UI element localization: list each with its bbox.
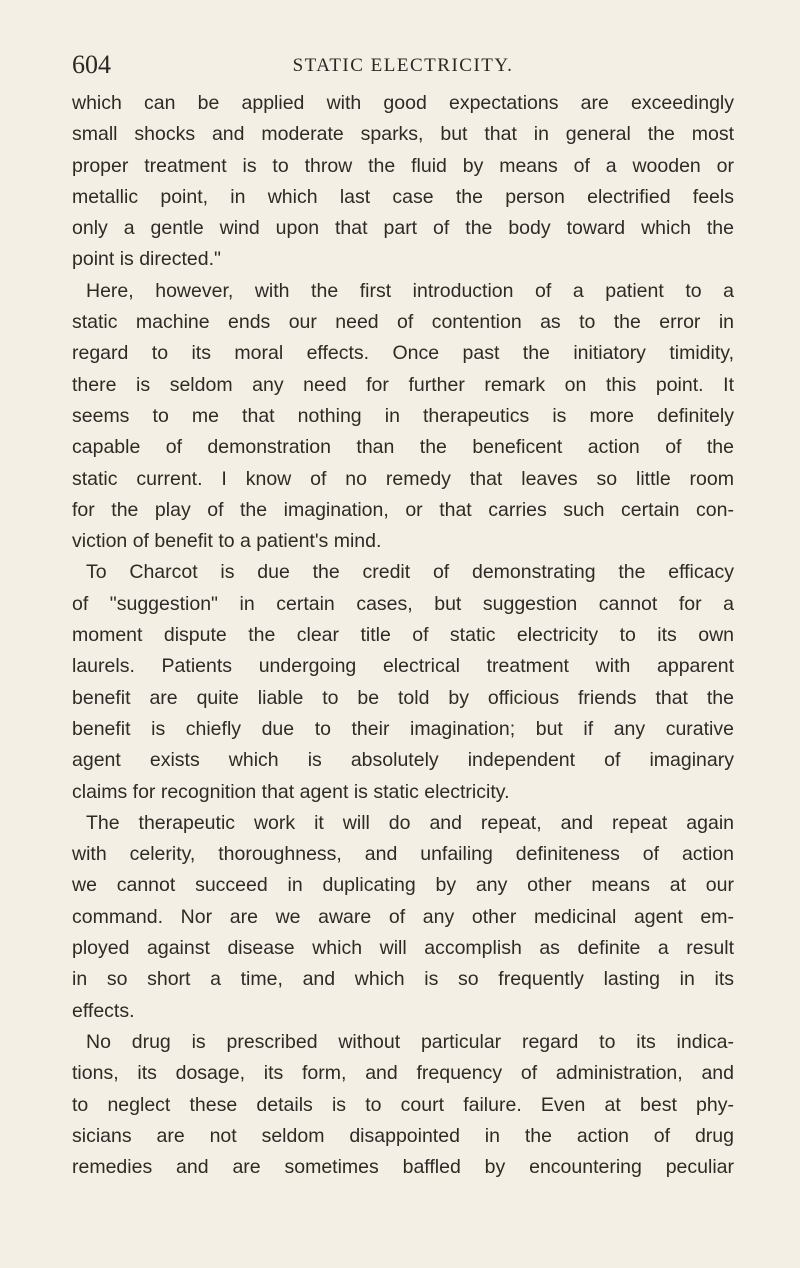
text-line: benefit is chiefly due to their imagination; but if any curative — [72, 717, 734, 740]
text-line: static current. I know of no remedy that leaves so little room — [72, 467, 734, 490]
text-line: effects. — [72, 999, 135, 1022]
text-line: with celerity, thoroughness, and unfailing definiteness of action — [72, 843, 734, 866]
text-line: seems to me that nothing in therapeutics is more definitely — [72, 404, 734, 427]
text-line: command. Nor are we aware of any other medicinal agent em- — [72, 905, 734, 928]
text-line: small shocks and moderate sparks, but that in general the most — [72, 123, 734, 146]
text-line: No drug is prescribed without particular regard to its indica- — [86, 1030, 734, 1053]
text-line: claims for recognition that agent is static electricity. — [72, 780, 510, 803]
text-line: metallic point, in which last case the person electrified feels — [72, 185, 734, 208]
text-line: remedies and are sometimes baffled by encountering peculiar — [72, 1156, 734, 1179]
text-line: moment dispute the clear title of static electricity to its own — [72, 624, 734, 647]
text-line: The therapeutic work it will do and repeat, and repeat again — [86, 811, 734, 834]
text-line: static machine ends our need of contention as to the error in — [72, 311, 734, 334]
text-line: viction of benefit to a patient's mind. — [72, 530, 382, 553]
text-line: to neglect these details is to court failure. Even at best phy- — [72, 1093, 734, 1116]
text-line: in so short a time, and which is so frequently lasting in its — [72, 968, 734, 991]
text-line: point is directed." — [72, 248, 221, 271]
text-line: proper treatment is to throw the fluid by means of a wooden or — [72, 154, 734, 177]
text-line: To Charcot is due the credit of demonstrating the efficacy — [86, 561, 734, 584]
text-line: which can be applied with good expectations are exceedingly — [72, 92, 734, 114]
text-line: Here, however, with the first introduction of a patient to a — [86, 279, 734, 302]
text-line: agent exists which is absolutely independent of imaginary — [72, 749, 734, 772]
text-line: for the play of the imagination, or that carries such certain con- — [72, 498, 734, 521]
page-number: 604 — [72, 50, 111, 79]
text-line: capable of demonstration than the beneficent action of the — [72, 436, 734, 459]
page-header — [72, 50, 734, 84]
text-line: laurels. Patients undergoing electrical treatment with apparent — [72, 655, 734, 678]
body-text — [72, 88, 734, 1183]
text-line: ployed against disease which will accomplish as definite a result — [72, 937, 734, 960]
running-head: STATIC ELECTRICITY. — [292, 55, 514, 76]
text-line: regard to its moral effects. Once past the initiatory timidity, — [72, 342, 734, 365]
text-line: there is seldom any need for further remark on this point. It — [72, 373, 734, 396]
text-line: tions, its dosage, its form, and frequency of administration, and — [72, 1062, 734, 1085]
text-line: we cannot succeed in duplicating by any other means at our — [72, 874, 734, 897]
text-line: sicians are not seldom disappointed in the action of drug — [72, 1124, 734, 1147]
text-line: of "suggestion" in certain cases, but suggestion cannot for a — [72, 592, 734, 615]
text-line: only a gentle wind upon that part of the body toward which the — [72, 217, 734, 240]
text-line: benefit are quite liable to be told by officious friends that the — [72, 686, 734, 709]
